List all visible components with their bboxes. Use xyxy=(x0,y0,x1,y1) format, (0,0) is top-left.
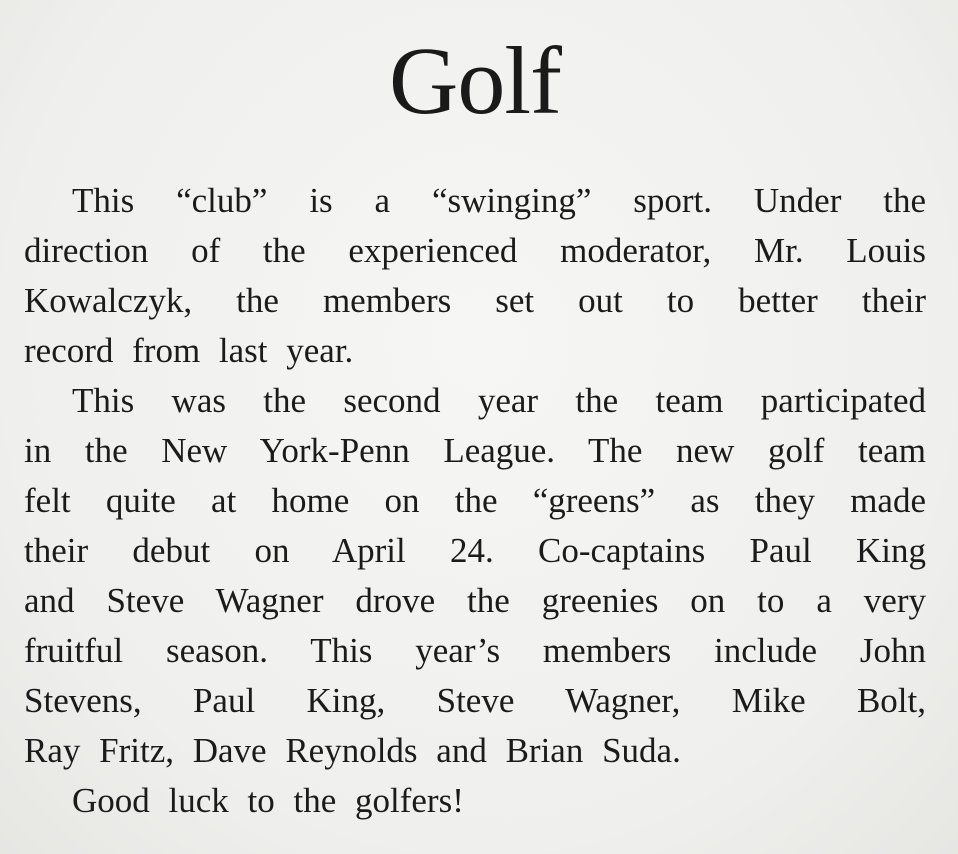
text-line: Ray Fritz, Dave Reynolds and Brian Suda. xyxy=(24,731,681,770)
page-title: Golf xyxy=(389,27,561,134)
text-line: in the New York-Penn League. The new golf team xyxy=(24,431,926,470)
text-line: Stevens, Paul King, Steve Wagner, Mike Bolt, xyxy=(24,681,926,720)
text-line: record from last year. xyxy=(24,331,354,370)
text-line: felt quite at home on the “greens” as they made xyxy=(24,481,926,520)
text-line: This “club” is a “swinging” sport. Under the xyxy=(72,181,926,220)
text-line: This was the second year the team participated xyxy=(72,381,926,420)
paragraph-1 xyxy=(24,176,926,376)
text-line: Good luck to the golfers! xyxy=(72,781,464,820)
paragraph-2 xyxy=(24,376,926,776)
text-line: and Steve Wagner drove the greenies on to a very xyxy=(24,581,926,620)
text-line: Kowalczyk, the members set out to better their xyxy=(24,281,926,320)
article-body xyxy=(24,176,926,826)
text-line: direction of the experienced moderator, Mr. Louis xyxy=(24,231,926,270)
text-line: fruitful season. This year’s members include John xyxy=(24,631,926,670)
paragraph-3 xyxy=(24,776,926,826)
text-line: their debut on April 24. Co-captains Paul King xyxy=(24,531,926,570)
